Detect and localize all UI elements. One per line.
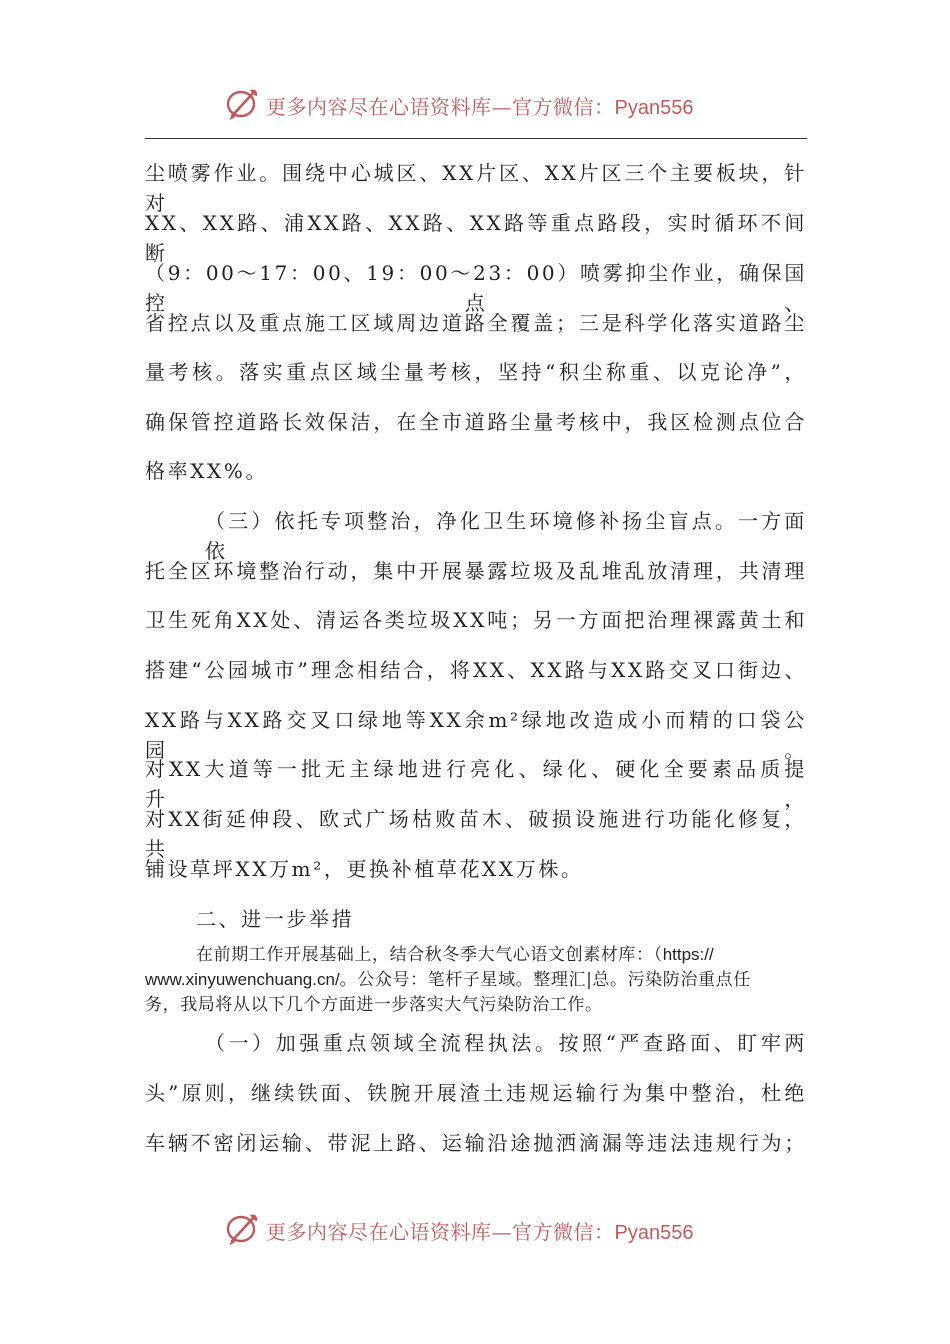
text-line: （三）依托专项整治，净化卫生环境修补扬尘盲点。一方面依: [205, 509, 807, 563]
banner-wechat-id: Pyan556: [614, 1222, 694, 1244]
footer-watermark-banner: [0, 1209, 950, 1249]
text-span: 。公众号：笔杆子星域。整理汇|总。污染防治重点任: [339, 970, 751, 990]
text-line: 铺设草坪XX万m²，更换补植草花XX万株。: [145, 857, 584, 881]
quill-pen-logo-icon: [224, 1209, 262, 1249]
text-line: 搭建“公园城市”理念相结合，将XX、XX路与XX路交叉口街边、: [145, 658, 807, 682]
banner-text: [266, 91, 693, 120]
quill-pen-logo-icon: [224, 84, 262, 124]
text-line: 头”原则，继续铁面、铁腕开展渣土违规运输行为集中整治，杜绝: [145, 1081, 807, 1105]
text-line: 对XX大道等一批无主绿地进行亮化、绿化、硬化全要素品质提升，: [145, 757, 807, 811]
banner-wechat-id: Pyan556: [614, 97, 694, 119]
header-divider: [145, 138, 807, 139]
header-watermark-banner: [0, 84, 950, 124]
text-line: XX、XX路、浦XX路、XX路、XX路等重点路段，实时循环不间断: [145, 211, 807, 265]
text-span: 在前期工作开展基础上，结合秋冬季大气心语文创素材库：（: [196, 945, 663, 965]
text-line: （9：00～17：00、19：00～23：00）喷雾抑尘作业，确保国控点、: [145, 261, 807, 315]
link-text: www.xinyuwenchuang.cn/: [145, 970, 340, 989]
text-line: 尘喷雾作业。围绕中心城区、XX片区、XX片区三个主要板块，针对: [145, 161, 807, 215]
text-line: 确保管控道路长效保洁，在全市道路尘量考核中，我区检测点位合: [145, 410, 807, 434]
text-line: 托全区环境整治行动，集中开展暴露垃圾及乱堆乱放清理，共清理: [145, 559, 807, 583]
text-line: [196, 943, 807, 967]
text-line: 务，我局将从以下几个方面进一步落实大气污染防治工作。: [145, 995, 603, 1015]
banner-text: [266, 1216, 693, 1245]
text-line: [145, 968, 807, 992]
banner-text-main: 更多内容尽在心语资料库—官方微信：: [266, 95, 615, 119]
text-line: 量考核。落实重点区域尘量考核，坚持“积尘称重、以克论净”，: [145, 360, 807, 384]
text-line: XX路与XX路交叉口绿地等XX余m²绿地改造成小而精的口袋公园。: [145, 708, 807, 762]
text-line: 格率XX%。: [145, 459, 269, 483]
banner-text-main: 更多内容尽在心语资料库—官方微信：: [266, 1220, 615, 1244]
text-line: 卫生死角XX处、清运各类垃圾XX吨；另一方面把治理裸露黄土和: [145, 608, 807, 632]
link-text: https://: [662, 945, 714, 964]
text-line: 车辆不密闭运输、带泥上路、运输沿途抛洒滴漏等违法违规行为；: [145, 1131, 807, 1155]
section-heading: 二、进一步举措: [196, 907, 355, 931]
text-line: （一）加强重点领域全流程执法。按照“严查路面、盯牢两: [205, 1031, 807, 1055]
text-line: 省控点以及重点施工区域周边道路全覆盖；三是科学化落实道路尘: [145, 311, 807, 335]
text-line: 对XX街延伸段、欧式广场枯败苗木、破损设施进行功能化修复，共: [145, 807, 807, 861]
